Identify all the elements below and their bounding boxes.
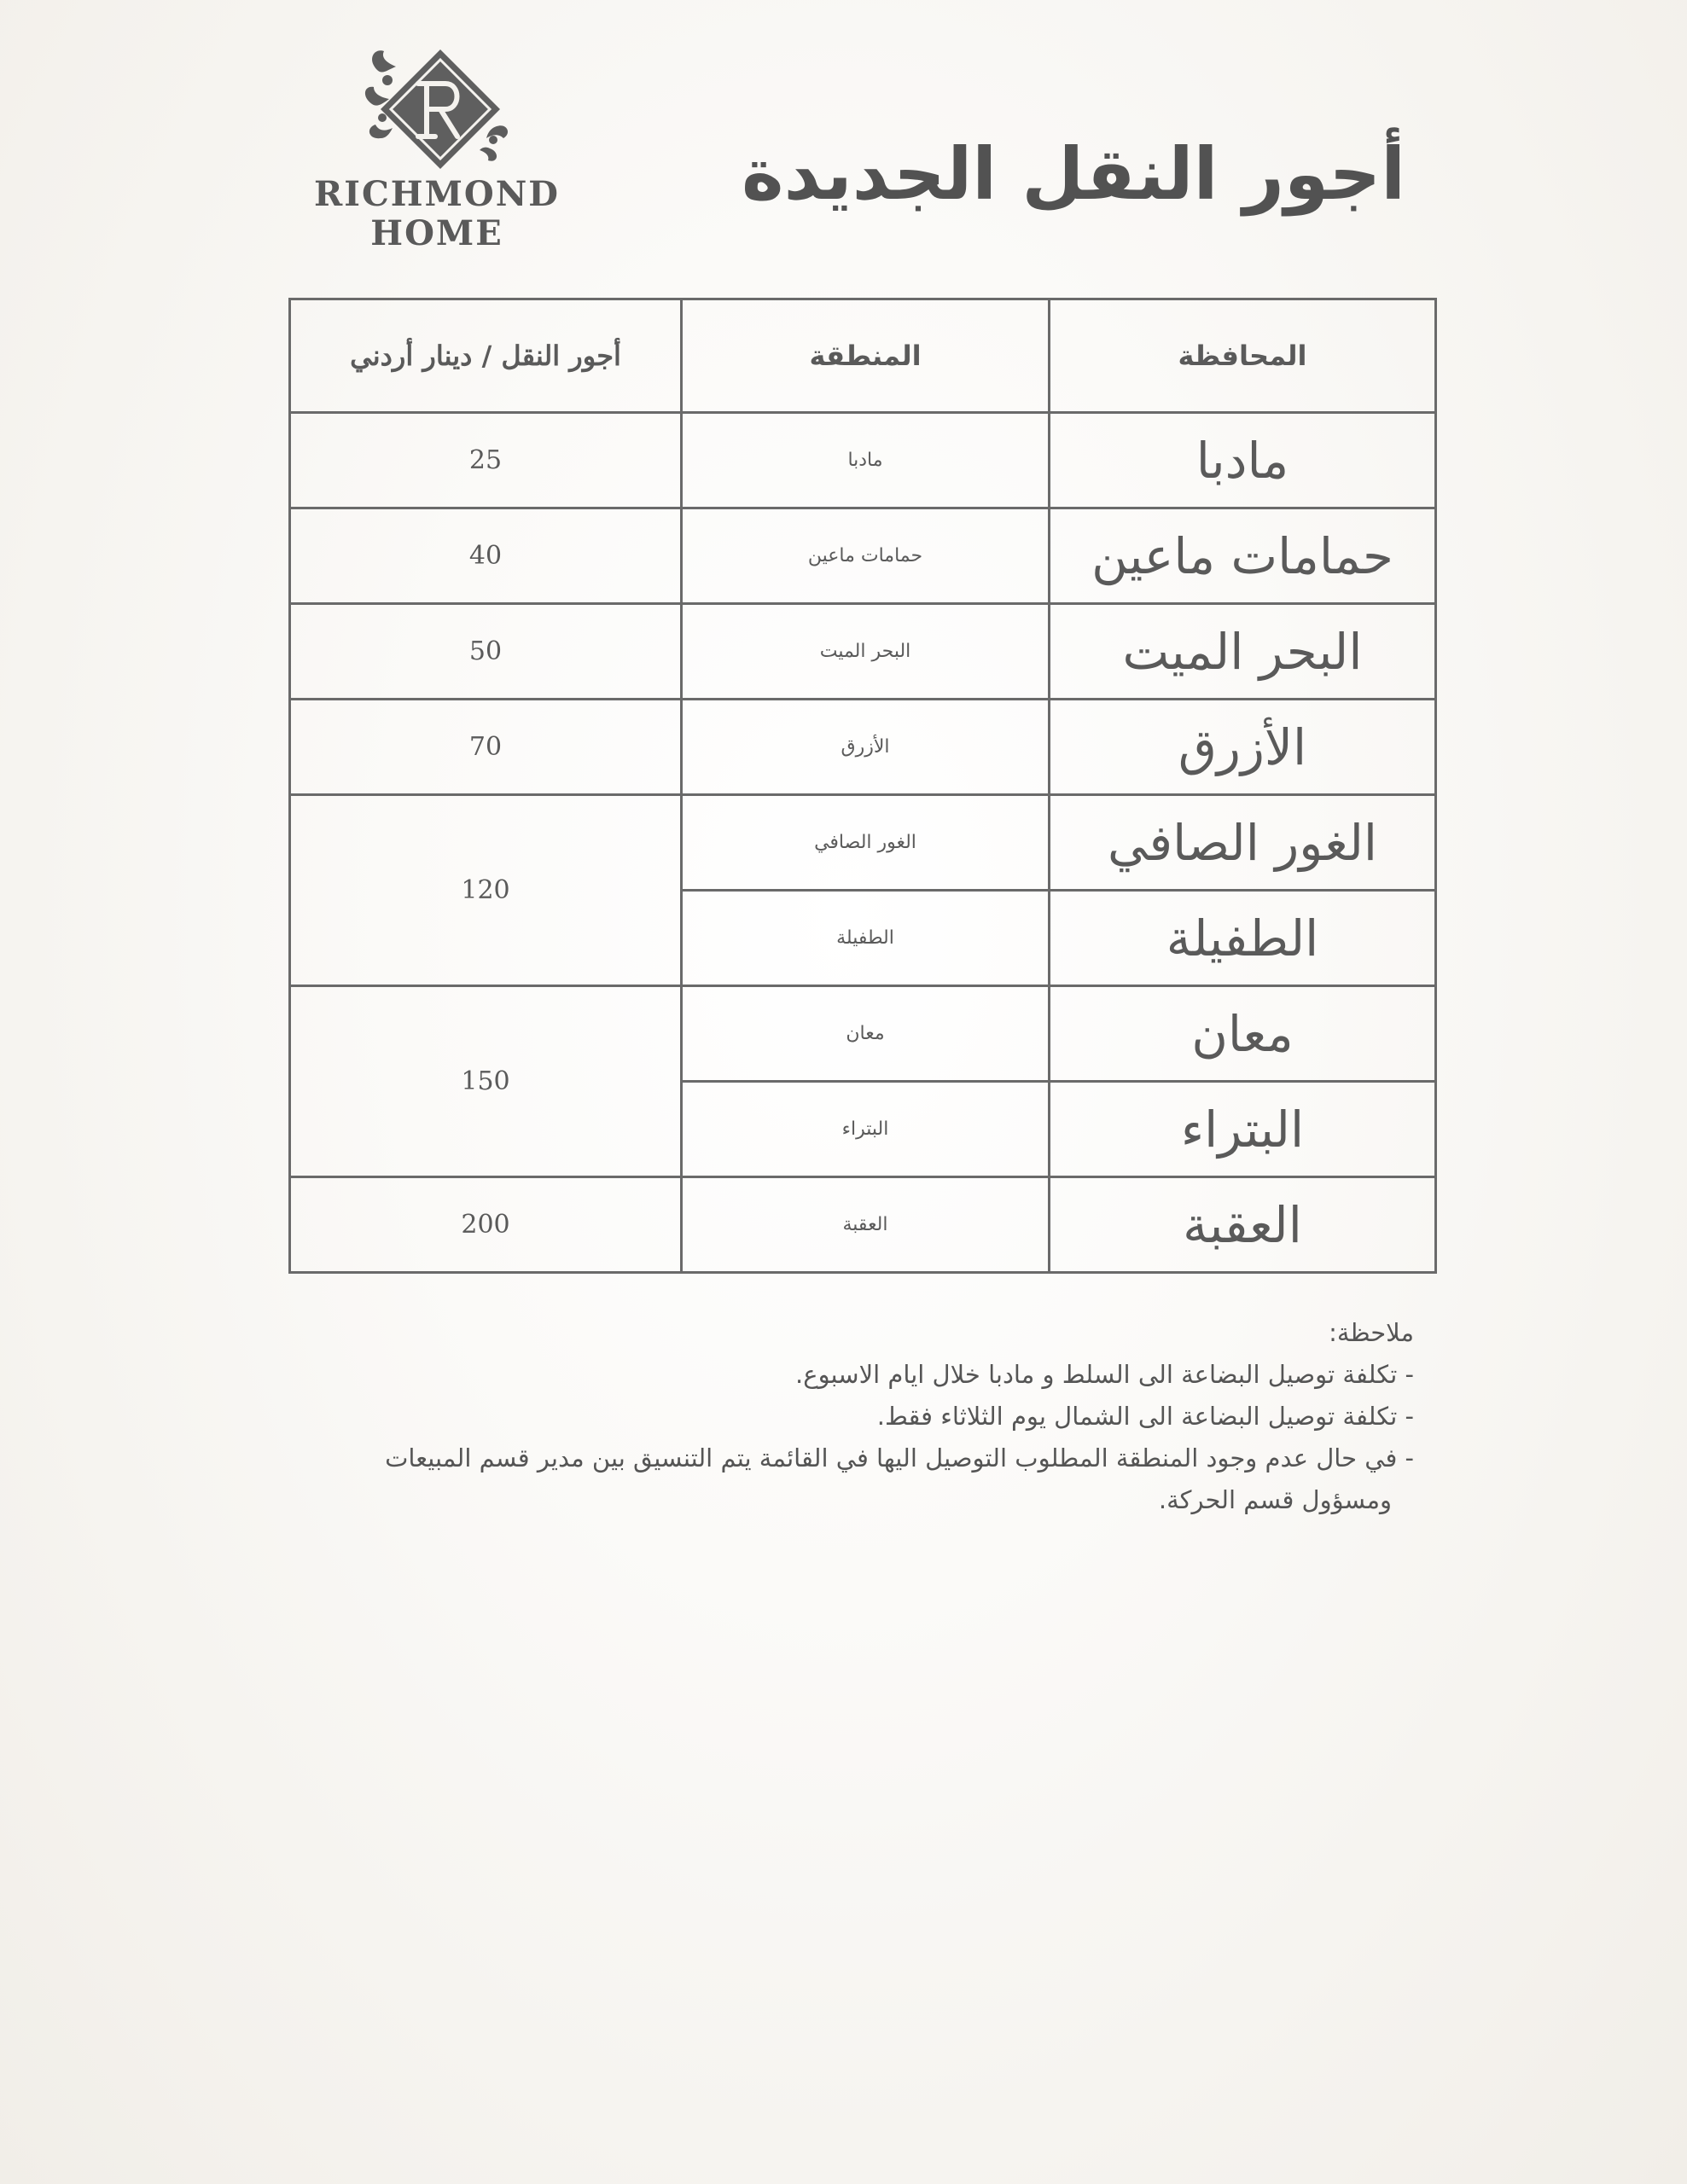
table-row — [290, 700, 1436, 795]
area-cell: مادبا — [682, 413, 1050, 508]
area-cell: الأزرق — [682, 700, 1050, 795]
area-cell: معان — [682, 986, 1050, 1082]
governorate-cell: البتراء — [1050, 1082, 1436, 1177]
governorate-cell: العقبة — [1050, 1177, 1436, 1273]
fee-cell: 40 — [290, 508, 682, 604]
table-header-row — [290, 299, 1436, 413]
governorate-cell: مادبا — [1050, 413, 1436, 508]
area-cell: البتراء — [682, 1082, 1050, 1177]
table-row — [290, 604, 1436, 700]
fee-cell: 150 — [290, 986, 682, 1177]
governorate-cell: الأزرق — [1050, 700, 1436, 795]
notes-section — [288, 1312, 1414, 1521]
area-cell: البحر الميت — [682, 604, 1050, 700]
brand-name-line1: RICHMOND — [314, 174, 560, 214]
area-cell: الطفيلة — [682, 891, 1050, 986]
header-governorate: المحافظة — [1050, 299, 1436, 413]
note-item-continuation: ومسؤول قسم الحركة. — [1158, 1485, 1392, 1514]
area-cell: حمامات ماعين — [682, 508, 1050, 604]
note-item: - تكلفة توصيل البضاعة الى السلط و مادبا خلال ايام الاسبوع. — [795, 1360, 1414, 1389]
table-row — [290, 413, 1436, 508]
governorate-cell: البحر الميت — [1050, 604, 1436, 700]
header-area: المنطقة — [682, 299, 1050, 413]
fee-cell: 70 — [290, 700, 682, 795]
governorate-cell: الغور الصافي — [1050, 795, 1436, 891]
header-fee: أجور النقل / دينار أردني — [290, 299, 682, 413]
fee-cell: 50 — [290, 604, 682, 700]
logo-emblem-icon — [362, 44, 512, 172]
notes-heading: ملاحظة: — [1329, 1318, 1414, 1347]
table-row — [290, 986, 1436, 1082]
table-row — [290, 1177, 1436, 1273]
area-cell: الغور الصافي — [682, 795, 1050, 891]
area-cell: العقبة — [682, 1177, 1050, 1273]
richmond-home-logo — [300, 44, 573, 258]
page-title: أجور النقل الجديدة — [742, 132, 1405, 216]
transport-fees-table — [288, 298, 1437, 1274]
note-item: - تكلفة توصيل البضاعة الى الشمال يوم الثلاثاء فقط. — [876, 1402, 1414, 1431]
governorate-cell: الطفيلة — [1050, 891, 1436, 986]
fee-cell: 25 — [290, 413, 682, 508]
note-item: - في حال عدم وجود المنطقة المطلوب التوصيل اليها في القائمة يتم التنسيق بين مدير قسم المبيعات — [385, 1443, 1414, 1472]
table-row — [290, 508, 1436, 604]
governorate-cell: معان — [1050, 986, 1436, 1082]
fee-cell: 120 — [290, 795, 682, 986]
table-row — [290, 795, 1436, 891]
fee-cell: 200 — [290, 1177, 682, 1273]
brand-name-line2: HOME — [370, 213, 503, 253]
governorate-cell: حمامات ماعين — [1050, 508, 1436, 604]
